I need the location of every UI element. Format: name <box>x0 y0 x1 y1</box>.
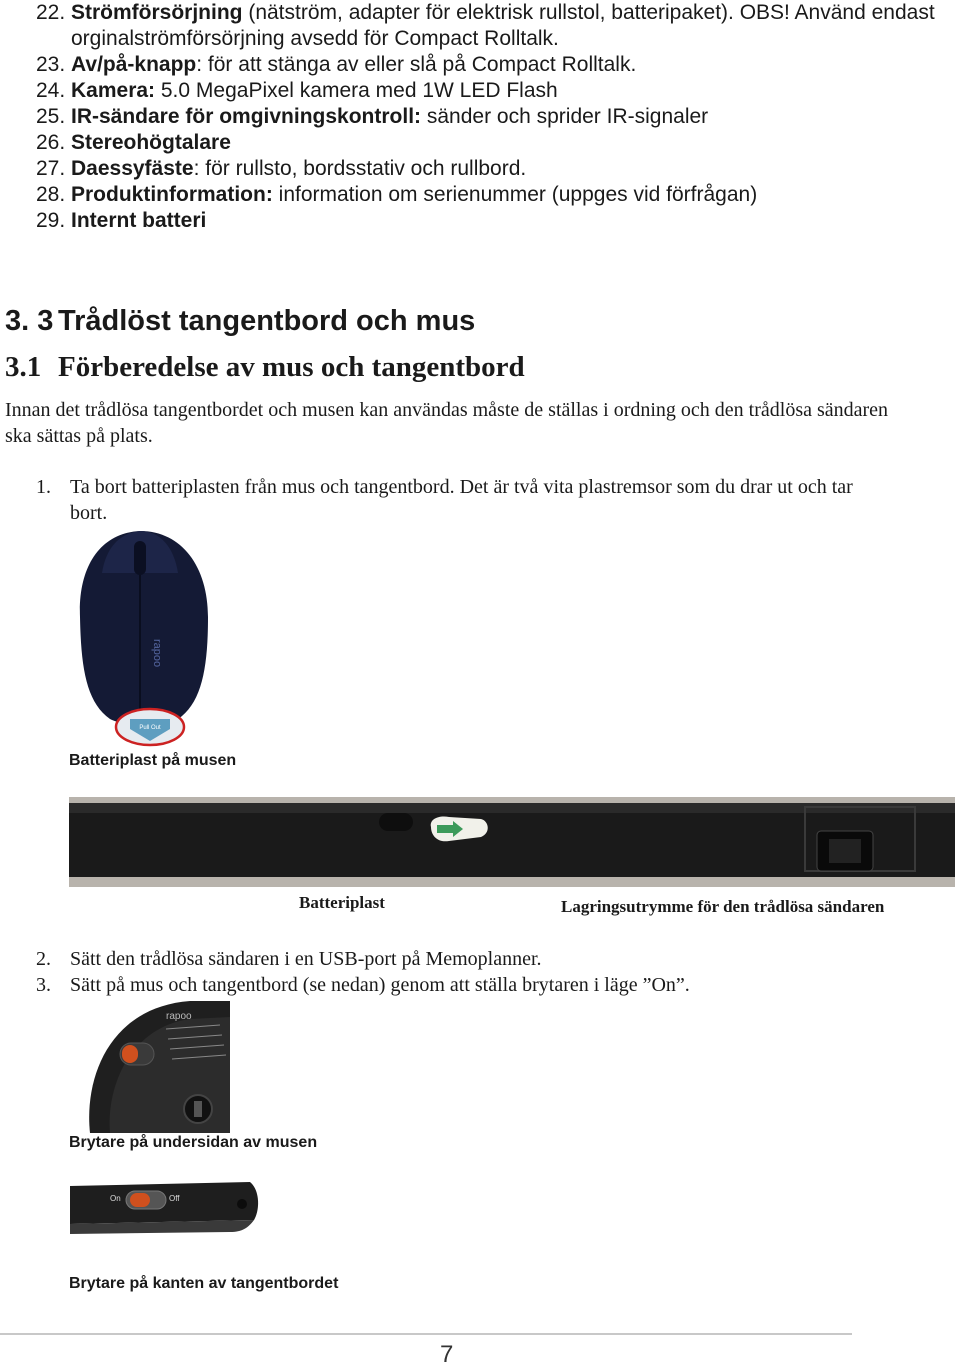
list-number: 23. <box>36 53 66 76</box>
section-title: Trådlöst tangentbord och mus <box>58 305 476 337</box>
item-description: information om serienummer (uppges vid förfrågan) <box>272 183 758 206</box>
list-number: 27. <box>36 157 66 180</box>
item-term: Av/på-knapp <box>71 53 197 76</box>
mouse-brand-text: rapoo <box>151 639 163 668</box>
list-item <box>36 52 936 78</box>
steps-list <box>36 946 856 998</box>
list-number: 29. <box>36 209 66 232</box>
step-text: Sätt den trådlösa sändaren i en USB-port på Memoplanner. <box>70 948 542 970</box>
list-number: 28. <box>36 183 66 206</box>
item-term: Daessyfäste <box>71 157 194 180</box>
step-number: 1. <box>36 476 51 498</box>
list-number: 26. <box>36 131 66 154</box>
mouse-battery-photo <box>70 527 216 749</box>
page-number: 7 <box>440 1341 454 1368</box>
mouse-brand-text: rapoo <box>166 1011 192 1022</box>
step-number: 2. <box>36 948 51 970</box>
switch-off-label: Off <box>169 1194 180 1203</box>
list-number: 25. <box>36 105 66 128</box>
item-description: 5.0 MegaPixel kamera med 1W LED Flash <box>155 79 558 102</box>
mouse-switch-photo <box>70 997 230 1133</box>
list-item <box>36 104 936 130</box>
step-item <box>36 474 856 526</box>
caption-storage: Lagringsutrymme för den trådlösa sändaren <box>561 897 885 916</box>
item-description: (nätström, adapter för elektrisk rullstol, batteripaket). OBS! Använd endast orginalströmförsörjning avsedd för Compact Rolltalk. <box>71 1 935 50</box>
item-term: Stereohögtalare <box>71 131 231 154</box>
list-item <box>36 156 936 182</box>
intro-paragraph: Innan det trådlösa tangentbordet och musen kan användas måste de ställas i ordning och den trådlösa sändaren ska sättas på plats. <box>5 399 889 447</box>
spec-list <box>36 0 936 234</box>
step-item <box>36 972 856 998</box>
item-term: IR-sändare för omgivningskontroll: <box>71 105 422 128</box>
item-term: Internt batteri <box>71 209 207 232</box>
subsection-number: 3.1 <box>5 351 42 383</box>
item-term: Produktinformation: <box>71 183 273 206</box>
list-item <box>36 0 936 52</box>
list-item <box>36 208 936 234</box>
keyboard-switch-photo <box>70 1180 260 1270</box>
item-description: : för rullsto, bordsstativ och rullbord. <box>193 157 527 180</box>
list-item <box>36 130 936 156</box>
list-item <box>36 78 936 104</box>
subsection-title: Förberedelse av mus och tangentbord <box>58 351 525 383</box>
subsection-heading <box>5 351 525 384</box>
step-text: Ta bort batteriplasten från mus och tangentbord. Det är två vita plastremsor som du drar ut och tar bort. <box>70 476 853 524</box>
section-heading <box>5 305 475 338</box>
item-term: Kamera: <box>71 79 156 102</box>
caption-mouse-battery: Batteriplast på musen <box>69 752 237 769</box>
item-description: : för att stänga av eller slå på Compact Rolltalk. <box>196 53 637 76</box>
caption-keyboard-battery: Batteriplast <box>299 893 385 912</box>
footer-divider <box>0 1333 852 1335</box>
list-number: 24. <box>36 79 66 102</box>
step-item <box>36 946 856 972</box>
switch-on-label: On <box>110 1194 121 1203</box>
caption-mouse-switch: Brytare på undersidan av musen <box>69 1134 318 1151</box>
pull-out-label: Pull Out <box>139 725 161 731</box>
list-item <box>36 182 936 208</box>
keyboard-battery-photo <box>69 797 955 887</box>
step-number: 3. <box>36 974 51 996</box>
section-number: 3. 3 <box>5 305 54 337</box>
item-description: sänder och sprider IR-signaler <box>421 105 709 128</box>
caption-keyboard-switch: Brytare på kanten av tangentbordet <box>69 1275 339 1292</box>
step-text: Sätt på mus och tangentbord (se nedan) genom att ställa brytaren i läge ”On”. <box>70 974 690 996</box>
list-number: 22. <box>36 1 66 24</box>
item-term: Strömförsörjning <box>71 1 243 24</box>
steps-list <box>36 474 856 526</box>
